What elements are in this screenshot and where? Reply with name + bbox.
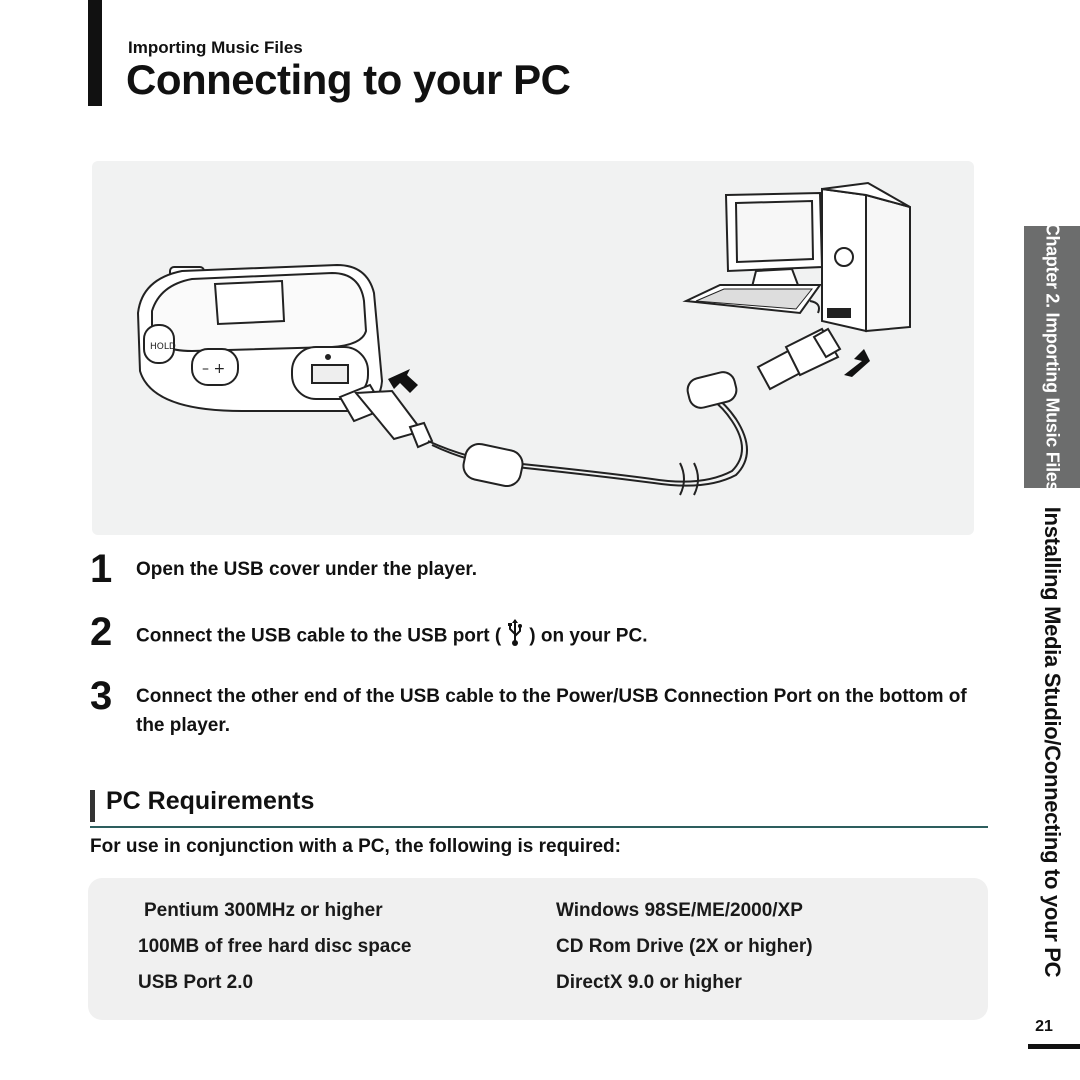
pc-tower-image xyxy=(822,183,910,331)
section-label: Importing Music Files xyxy=(128,38,303,57)
requirements-accent-bar xyxy=(90,790,95,822)
requirement-item: DirectX 9.0 or higher xyxy=(556,972,742,993)
requirement-item: 100MB of free hard disc space xyxy=(138,936,412,957)
requirements-divider xyxy=(90,826,988,828)
requirements-intro: For use in conjunction with a PC, the following is required: xyxy=(90,836,621,857)
step-number: 1 xyxy=(90,547,113,591)
cable-plug-player xyxy=(340,385,432,447)
step-number: 2 xyxy=(90,610,113,654)
connection-illustration xyxy=(92,161,974,535)
chapter-tab-label: Chapter 2. Importing Music Files xyxy=(1042,222,1063,492)
step-text-content: Open the USB cover under the player. xyxy=(136,559,478,580)
arrow-to-pc-icon xyxy=(844,349,870,377)
svg-text:– +: – + xyxy=(202,361,226,377)
title-accent-bar xyxy=(88,0,102,106)
usb-icon xyxy=(507,618,523,655)
page-number-rule xyxy=(1028,1044,1080,1049)
step-text-content-after: ) on your PC. xyxy=(529,625,648,647)
page-number: 21 xyxy=(1035,1018,1053,1035)
page-title: Connecting to your PC xyxy=(126,56,571,103)
requirements-box xyxy=(88,878,988,1020)
step-text-content: Connect the other end of the USB cable to the Power/USB Connection Port on the bottom of the player. xyxy=(136,686,967,736)
requirements-title: PC Requirements xyxy=(106,787,315,815)
step-number: 3 xyxy=(90,674,113,718)
pc-monitor-image xyxy=(726,193,822,287)
mp3-player-image xyxy=(138,263,382,411)
arrow-to-player-icon xyxy=(388,369,418,393)
requirement-item: CD Rom Drive (2X or higher) xyxy=(556,936,813,957)
requirement-item: Windows 98SE/ME/2000/XP xyxy=(556,900,803,921)
requirement-item: Pentium 300MHz or higher xyxy=(144,900,383,921)
section-side-label: Installing Media Studio/Connecting to your PC xyxy=(1040,506,1065,978)
step-text xyxy=(136,555,976,584)
keyboard-image xyxy=(686,285,820,313)
requirement-item: USB Port 2.0 xyxy=(138,972,254,993)
step-text xyxy=(136,682,976,740)
usb-plug-pc xyxy=(758,329,840,389)
player-to-pc-diagram xyxy=(92,161,974,535)
step-text-content: Connect the USB cable to the USB port ( xyxy=(136,625,502,647)
svg-text:HOLD: HOLD xyxy=(150,342,176,352)
step-text xyxy=(136,618,976,655)
